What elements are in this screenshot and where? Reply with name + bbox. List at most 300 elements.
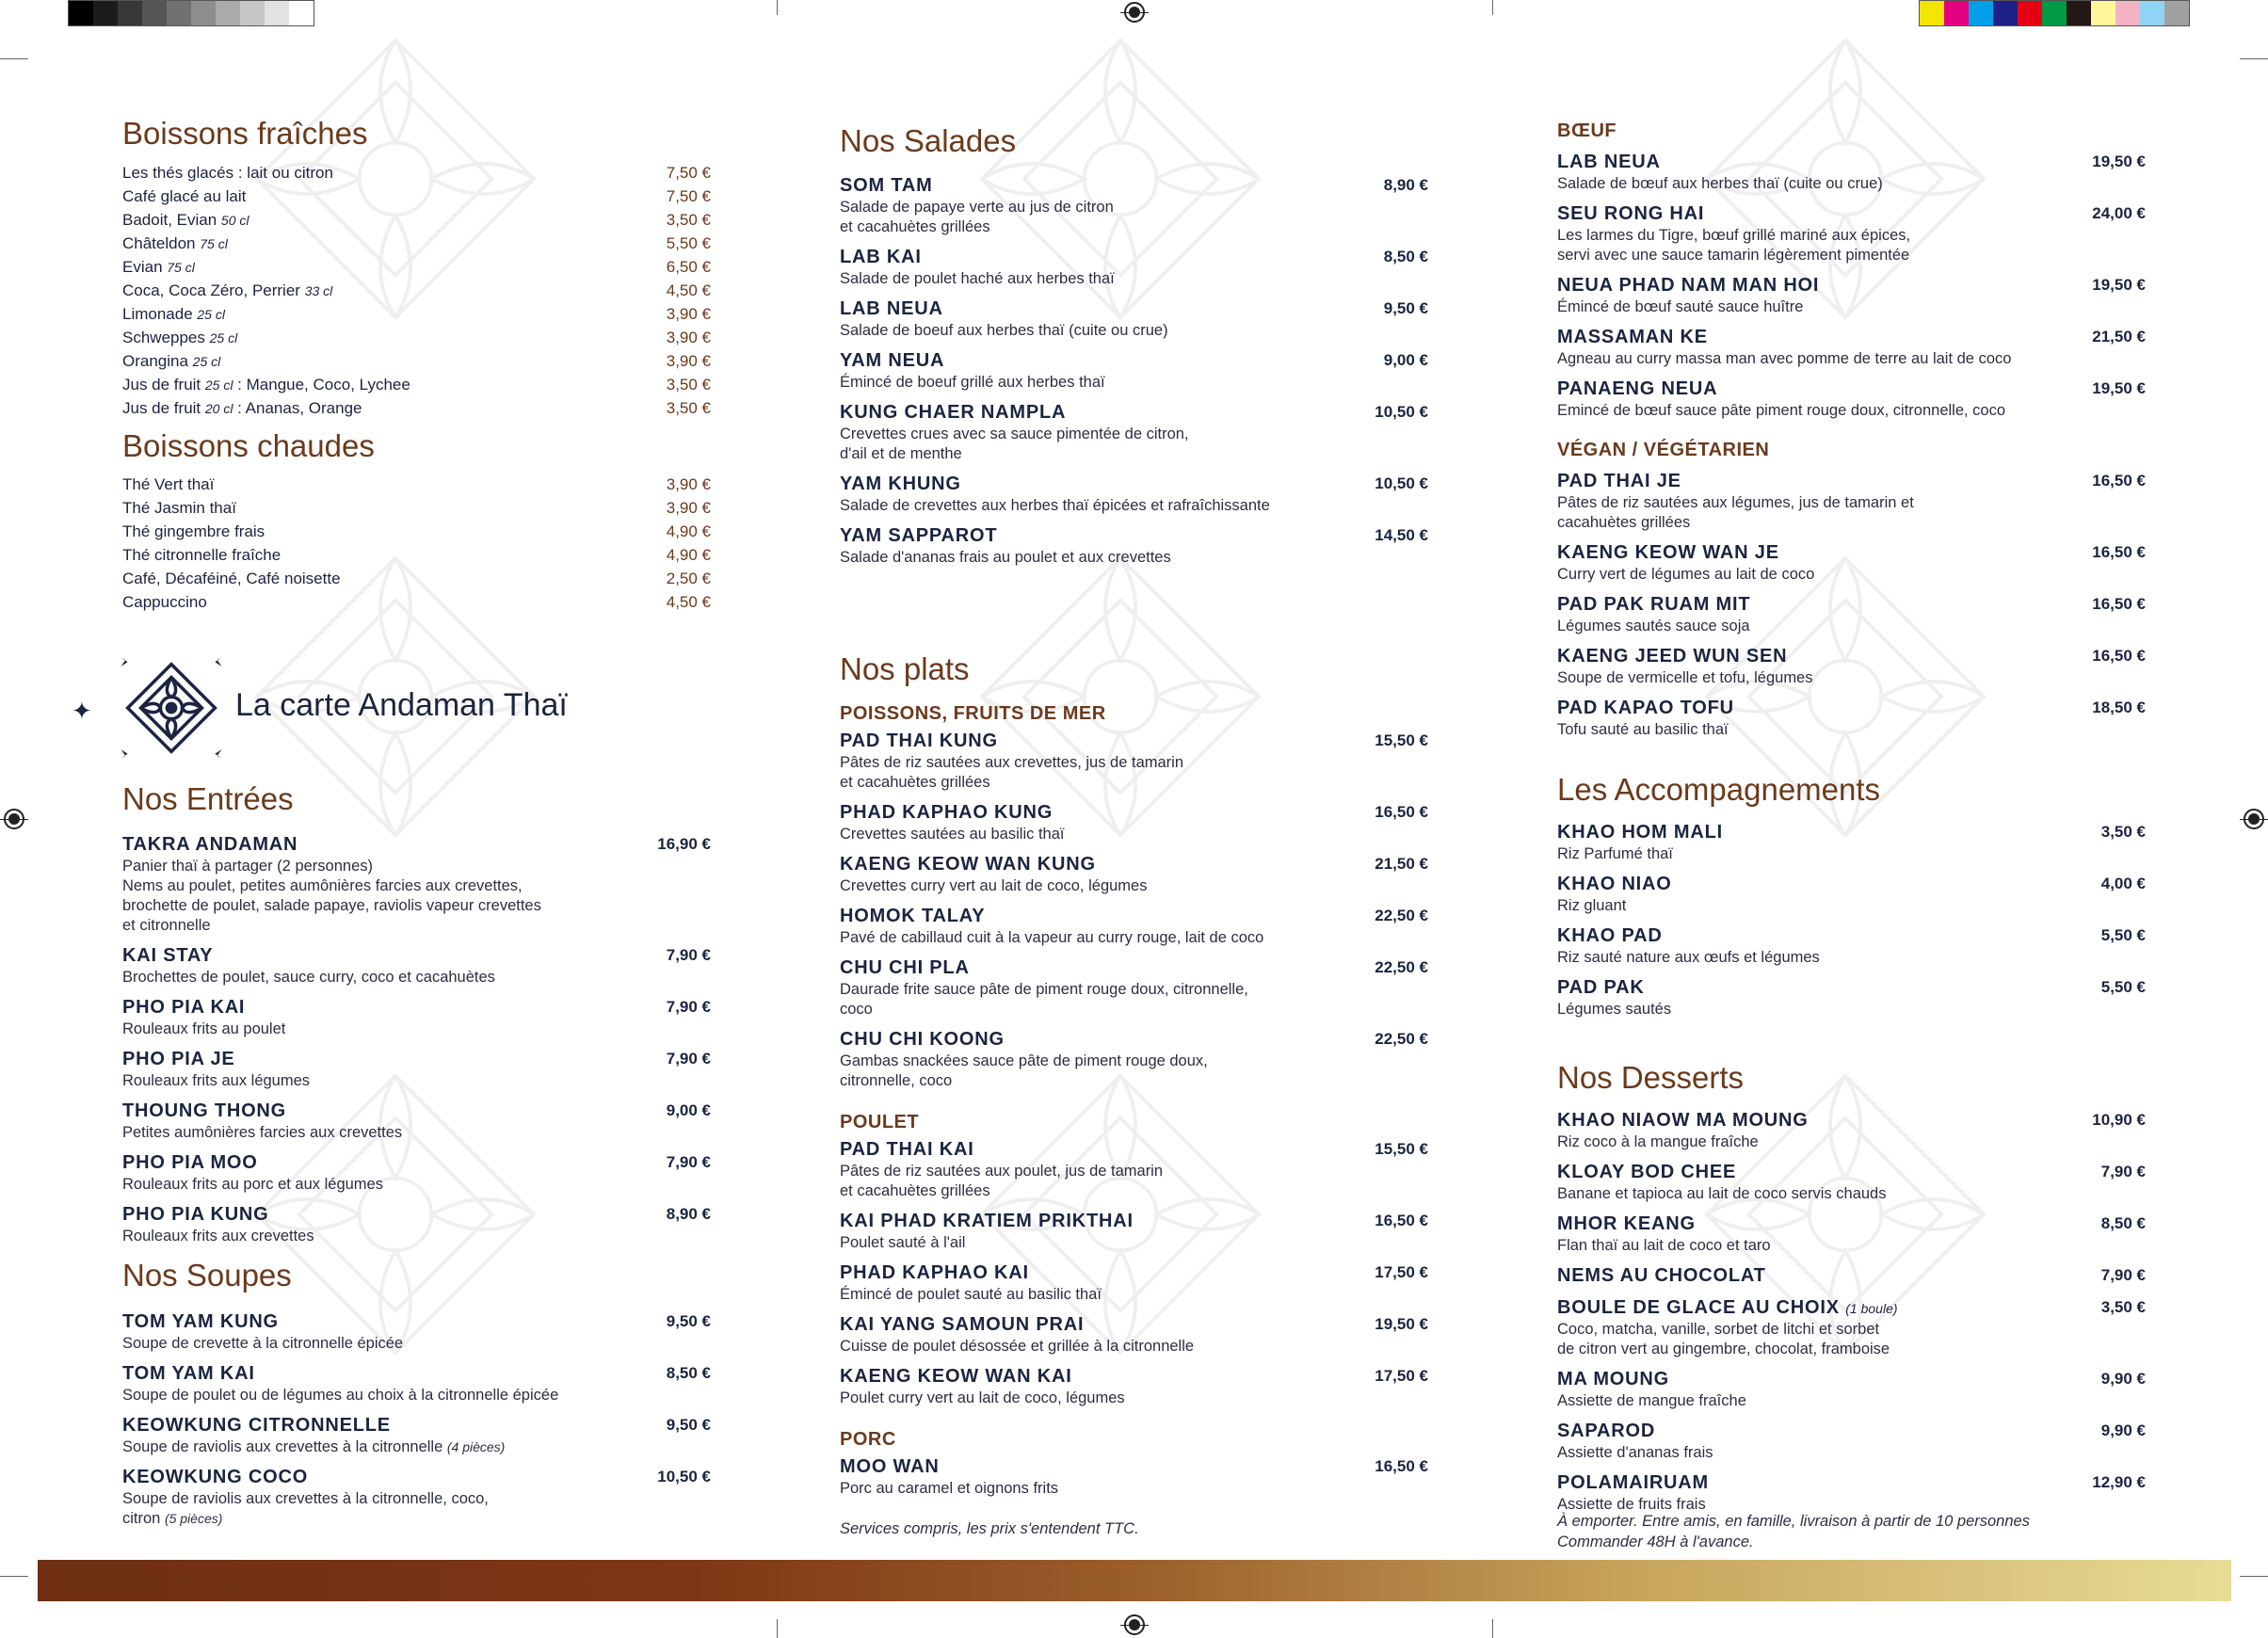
menu-item [122,1466,711,1529]
drink-item [122,255,711,279]
drink-volume: 20 cl [204,400,233,416]
dish-description [122,1334,626,1354]
dish-name [840,401,1343,425]
chicken-list [840,1138,1428,1417]
crop-mark [0,58,28,59]
dish-price: 7,90 € [2100,1266,2146,1284]
menu-item [122,1414,711,1457]
drink-label: Thé citronnelle fraîche [122,545,281,564]
drink-name [122,593,207,612]
vegan-list [1557,470,2146,748]
dish-name [840,297,1343,321]
menu-item [840,1028,1428,1091]
thai-ornament-logo-icon [117,653,226,763]
dish-description [122,1020,626,1039]
soups-list [122,1310,711,1537]
menu-item [840,524,1428,568]
dish-description-text: Salade de crevettes aux herbes thaï épicées et rafraîchissante [840,497,1270,514]
drink-flavors: : Mangue, Coco, Lychee [233,375,410,393]
desserts-list [1557,1109,2146,1523]
drink-price: 2,50 € [666,569,711,587]
dish-name [122,1362,626,1386]
drink-name [122,164,333,183]
drink-price: 3,90 € [666,351,711,370]
dish-description [1557,174,2061,194]
dish-description-text: Salade de poulet haché aux herbes thaï [840,270,1115,287]
drink-item [122,208,711,232]
dish-price: 8,50 € [666,1364,711,1382]
dish-price: 21,50 € [2092,328,2146,345]
dish-price: 9,00 € [1383,351,1428,369]
dish-name-text: PHO PIA KAI [122,997,246,1018]
dish-description-text: Pâtes de riz sautées aux crevettes, jus de tamarin et cacahuètes grillées [840,754,1184,791]
drink-label: Jus de fruit [122,398,205,417]
dish-description-text: Assiette de fruits frais [1557,1496,1706,1513]
drink-name [122,546,281,565]
drink-item [122,373,711,396]
drink-price: 3,50 € [666,398,711,417]
drink-price: 5,50 € [666,233,711,252]
dish-name [1557,873,2061,896]
dish-price: 24,00 € [2092,204,2146,222]
dish-description [122,968,626,988]
dish-description-text: Poulet sauté à l'ail [840,1234,966,1251]
dish-description-text: Salade d'ananas frais au poulet et aux crevettes [840,549,1171,566]
drink-price: 3,90 € [666,328,711,346]
dish-name-text: PHAD KAPHAO KAI [840,1262,1029,1283]
dish-name-text: SOM TAM [840,175,933,196]
drink-name [122,211,249,230]
dish-name-note: (1 boule) [1845,1301,1898,1316]
dish-name [1557,821,2061,844]
drink-item [122,396,711,420]
drink-item [122,590,711,614]
dish-description [840,1052,1343,1091]
menu-item [1557,1296,2146,1359]
service-note: Services compris, les prix s'entendent TTC. [840,1520,1139,1537]
dish-name-text: YAM SAPPAROT [840,525,998,546]
menu-item [1557,821,2146,864]
dish-description [840,373,1343,393]
dish-description-text: Assiette d'ananas frais [1557,1444,1713,1461]
dish-name [840,1313,1343,1337]
dish-description [840,198,1343,237]
menu-item [840,174,1428,237]
dish-name-text: BOULE DE GLACE AU CHOIX [1557,1297,1846,1318]
menu-item [840,1261,1428,1305]
crop-mark [1492,0,1493,15]
drink-price: 4,50 € [666,281,711,299]
dish-description [840,980,1343,1020]
dish-price: 5,50 € [2100,926,2146,944]
registration-mark-bottom [1124,1614,1145,1635]
dish-description-text: Curry vert de légumes au lait de coco [1557,566,1815,583]
dish-price: 10,50 € [657,1468,711,1485]
dish-description-text: Émincé de bœuf sauté sauce huître [1557,298,1804,315]
dish-price: 5,50 € [2100,978,2146,996]
dish-price: 16,50 € [2092,472,2146,490]
dish-price: 10,90 € [2092,1111,2146,1129]
crop-mark [2240,1576,2268,1577]
dish-name-text: TOM YAM KAI [122,1363,255,1384]
dish-description-text: Rouleaux frits au porc et aux légumes [122,1176,383,1193]
dish-description-text: Rouleaux frits aux crevettes [122,1228,314,1245]
dish-description-text: Banane et tapioca au lait de coco servis chauds [1557,1185,1887,1202]
dish-description [840,269,1343,289]
dish-name-text: MHOR KEANG [1557,1213,1696,1234]
drink-name [122,281,332,300]
dish-name [1557,697,2061,720]
dish-name [840,1138,1343,1162]
dish-name [840,956,1343,980]
menu-item [1557,1471,2146,1515]
dish-name [840,349,1343,373]
menu-item [1557,541,2146,585]
dish-name [122,944,626,968]
menu-item [1557,151,2146,194]
dish-description [122,1386,626,1405]
mains-title: Nos plats [840,651,970,686]
dish-description [1557,948,2061,968]
dish-price: 16,50 € [1375,1212,1428,1229]
dish-name [1557,1264,2061,1288]
menu-item [1557,326,2146,369]
dish-description-text: Poulet curry vert au lait de coco, légumes [840,1389,1125,1406]
takeaway-note: À emporter. Entre amis, en famille, livraison à partir de 10 personnes Commander 48H à l'avance. [1557,1513,2030,1550]
soups-title: Nos Soupes [122,1258,292,1293]
drink-price: 6,50 € [666,257,711,276]
menu-item [1557,1420,2146,1463]
menu-item [840,956,1428,1020]
hot-drinks-list [122,473,711,614]
dish-description [1557,844,2061,864]
dish-name [840,905,1343,928]
drink-label: Limonade [122,304,198,323]
dish-description [122,1175,626,1195]
dish-name-text: KAENG KEOW WAN KAI [840,1366,1072,1387]
dish-price: 8,50 € [1383,248,1428,265]
dish-description-text: Tofu sauté au basilic thaï [1557,721,1729,738]
dish-name-text: YAM KHUNG [840,474,961,494]
drink-name [122,258,195,277]
dish-name [1557,1161,2061,1184]
dish-name-text: PHO PIA JE [122,1049,235,1069]
crop-mark [1492,1619,1493,1638]
drink-volume: 75 cl [167,259,195,275]
drink-flavors: : Ananas, Orange [233,398,362,417]
menu-item [1557,976,2146,1020]
dish-name-text: KHAO PAD [1557,925,1663,946]
dish-description [1557,896,2061,916]
drink-name [122,399,362,418]
dish-description-text: Cuisse de poulet désossée et grillée à la citronnelle [840,1338,1195,1355]
menu-item [1557,202,2146,265]
dish-description-text: Riz gluant [1557,897,1627,914]
dish-description-text: Pâtes de riz sautées aux poulet, jus de tamarin et cacahuètes grillées [840,1163,1164,1199]
menu-item [840,246,1428,289]
dish-price: 15,50 € [1375,1140,1428,1158]
dish-description [840,1233,1343,1253]
dish-name-text: MOO WAN [840,1456,940,1477]
dish-description [840,496,1343,516]
drink-name [122,376,410,394]
dish-description-text: Agneau au curry massa man avec pomme de terre au lait de coco [1557,350,2012,367]
drink-name [122,234,228,253]
dish-price: 9,50 € [666,1416,711,1434]
dish-name [1557,1296,2061,1320]
drink-item [122,473,711,496]
dish-name [122,1100,626,1123]
drink-label: Cappuccino [122,592,207,611]
crop-mark [0,1576,28,1577]
dish-description-text: Riz Parfumé thaï [1557,845,1673,862]
drink-item [122,326,711,349]
dish-price: 16,50 € [2092,595,2146,613]
drink-price: 4,50 € [666,592,711,611]
dish-description [1557,493,2061,533]
dish-price: 16,90 € [657,835,711,853]
menu-item [1557,377,2146,421]
menu-item [122,1048,711,1091]
drink-name [122,305,225,324]
dish-description [840,928,1343,948]
drink-name [122,329,237,347]
drink-volume: 33 cl [304,282,333,298]
dish-name [840,730,1343,753]
dish-name [840,473,1343,496]
dish-price: 9,90 € [2100,1421,2146,1439]
starters-list [122,833,711,1255]
dish-price: 3,50 € [2100,1298,2146,1316]
dish-name-text: PAD KAPAO TOFU [1557,698,1734,718]
pork-list [840,1455,1428,1507]
menu-item [1557,645,2146,688]
dish-price: 7,90 € [666,1153,711,1171]
dish-price: 22,50 € [1375,958,1428,976]
drink-name [122,352,220,371]
dish-name-text: KLOAY BOD CHEE [1557,1162,1737,1182]
fish-list [840,730,1428,1100]
drink-label: Schweppes [122,328,210,346]
registration-mark-left [4,809,24,829]
dish-description [840,425,1343,464]
drink-label: Badoit, Evian [122,210,221,229]
dish-price: 7,90 € [666,1050,711,1068]
drink-label: Evian [122,257,168,276]
salads-title: Nos Salades [840,123,1017,158]
salads-list [840,174,1428,576]
dish-name [1557,1109,2061,1132]
crop-mark [777,0,778,15]
dish-name-text: KAENG KEOW WAN KUNG [840,854,1096,875]
brand-block [72,653,655,766]
dish-name [1557,377,2061,401]
drink-name [122,187,246,206]
drink-price: 3,50 € [666,375,711,393]
dish-name-text: YAM NEUA [840,350,945,371]
dish-name [122,1466,626,1489]
drink-name [122,522,265,541]
dish-name [840,1365,1343,1389]
drink-label: Coca, Coca Zéro, Perrier [122,281,305,299]
dish-price: 10,50 € [1375,403,1428,421]
dish-price: 8,90 € [1383,176,1428,194]
menu-column-middle [840,0,1428,1558]
crop-mark [2240,58,2268,59]
registration-mark-right [2244,809,2264,829]
dish-description-text: Soupe de poulet ou de légumes au choix à la citronnelle épicée [122,1387,559,1404]
dish-description [1557,349,2061,369]
dish-description-text: Riz sauté nature aux œufs et légumes [1557,949,1820,966]
drink-price: 3,90 € [666,498,711,517]
dish-name-text: PAD THAI KUNG [840,731,998,751]
drink-volume: 25 cl [209,329,238,345]
menu-item [840,853,1428,896]
dish-name [122,1414,626,1437]
dish-name-text: KAENG KEOW WAN JE [1557,542,1779,563]
dish-name-text: KHAO NIAOW MA MOUNG [1557,1110,1809,1131]
dish-name-text: PAD THAI JE [1557,471,1681,491]
dish-name-text: SEU RONG HAI [1557,203,1705,224]
dish-description-text: Soupe de raviolis aux crevettes à la citronnelle [122,1438,447,1455]
dish-name-text: NEMS AU CHOCOLAT [1557,1265,1766,1286]
menu-item [840,1210,1428,1253]
dish-name-text: KUNG CHAER NAMPLA [840,402,1067,423]
dish-name-text: KAENG JEED WUN SEN [1557,646,1788,666]
dish-name [1557,1471,2061,1495]
menu-item [1557,1109,2146,1152]
menu-item [1557,1212,2146,1256]
drink-item [122,302,711,326]
footer-gradient-band [38,1560,2231,1601]
brand-name: La carte Andaman Thaï [235,687,568,723]
drink-label: Jus de fruit [122,375,205,393]
menu-item [1557,1161,2146,1204]
menu-item [1557,593,2146,636]
dish-name-text: PHO PIA MOO [122,1152,258,1173]
dish-name-text: PANAENG NEUA [1557,378,1718,399]
dish-name-text: KAI PHAD KRATIEM PRIKTHAI [840,1211,1134,1231]
menu-item [122,996,711,1039]
drink-price: 3,50 € [666,210,711,229]
dish-description-text: Petites aumônières farcies aux crevettes [122,1124,403,1141]
drink-label: Orangina [122,351,193,370]
dish-description [840,1337,1343,1357]
menu-item [840,473,1428,516]
dish-name [1557,202,2061,226]
dish-description [1557,1391,2061,1411]
dish-name-text: KAI YANG SAMOUN PRAI [840,1314,1085,1335]
dish-description [1557,617,2061,636]
dish-description-text: Salade de papaye verte au jus de citron et cacahuètes grillées [840,199,1114,235]
drink-volume: 25 cl [192,353,221,369]
dish-name-text: KHAO HOM MALI [1557,822,1723,843]
drink-label: Café, Décaféiné, Café noisette [122,569,341,587]
dish-description-text: Émincé de poulet sauté au basilic thaï [840,1286,1102,1303]
menu-item [1557,697,2146,740]
dish-price: 17,50 € [1375,1263,1428,1281]
dish-name [1557,1420,2061,1443]
dish-description [1557,1184,2061,1204]
dish-description [840,876,1343,896]
dish-price: 7,90 € [666,998,711,1016]
dish-name [1557,326,2061,349]
dish-price: 19,50 € [2092,153,2146,170]
dish-name [122,833,626,857]
dish-price: 19,50 € [2092,379,2146,397]
drink-label: Thé gingembre frais [122,522,265,540]
menu-item [1557,1264,2146,1288]
dish-name-text: THOUNG THONG [122,1100,287,1121]
drink-volume: 25 cl [197,306,225,322]
drink-name [122,570,341,588]
dish-description [840,753,1343,793]
pork-subtitle: PORC [840,1429,896,1450]
dish-name [1557,151,2061,174]
dish-price: 8,90 € [666,1205,711,1223]
menu-item [840,1313,1428,1357]
dish-price: 19,50 € [2092,276,2146,294]
dish-description-text: Panier thaï à partager (2 personnes) Nems au poulet, petites aumônières farcies aux crevettes, brochette de poulet, salade papaye, raviolis vapeur crevettes et citronnelle [122,858,541,934]
dish-description-text: Emincé de bœuf sauce pâte piment rouge doux, citronnelle, coco [1557,402,2006,419]
dish-description [840,1285,1343,1305]
beef-list [1557,151,2146,429]
menu-item [840,801,1428,844]
dish-name-text: MA MOUNG [1557,1369,1669,1389]
dish-name-text: CHU CHI PLA [840,957,970,978]
dish-description [840,1389,1343,1408]
drink-item [122,161,711,185]
dish-name-text: SAPAROD [1557,1421,1656,1441]
dish-name-text: NEUA PHAD NAM MAN HOI [1557,275,1820,296]
dish-name-text: KHAO NIAO [1557,874,1672,894]
dish-description [1557,1132,2061,1152]
crop-mark [777,1619,778,1638]
dish-description-note: (5 pièces) [164,1511,223,1526]
dish-name [122,1203,626,1227]
dish-price: 10,50 € [1375,474,1428,492]
starters-title: Nos Entrées [122,781,294,816]
dish-name [1557,924,2061,948]
drink-item [122,520,711,543]
dish-description [1557,565,2061,585]
dish-description-text: Rouleaux frits aux légumes [122,1072,311,1089]
dish-description [1557,720,2061,740]
drink-label: Thé Jasmin thaï [122,498,236,517]
dish-price: 17,50 € [1375,1367,1428,1385]
dish-description [1557,1320,2061,1359]
dish-name [840,524,1343,548]
dish-name [840,1028,1343,1052]
dish-description-text: Légumes sautés sauce soja [1557,618,1750,634]
dish-name-text: KEOWKUNG CITRONNELLE [122,1415,391,1436]
menu-item [1557,1368,2146,1411]
menu-item [122,1362,711,1405]
dish-description-text: Coco, matcha, vanille, sorbet de litchi et sorbet de citron vert au gingembre, chocolat, framboise [1557,1321,1890,1357]
dish-description-text: Daurade frite sauce pâte de piment rouge doux, citronnelle, coco [840,981,1248,1018]
menu-item [1557,873,2146,916]
dish-description-text: Soupe de vermicelle et tofu, légumes [1557,669,1813,686]
dish-description [1557,1000,2061,1020]
dish-name [840,246,1343,269]
dish-description-text: Pavé de cabillaud cuit à la vapeur au curry rouge, lait de coco [840,929,1264,946]
dish-price: 7,90 € [666,946,711,964]
drink-name [122,475,214,494]
dish-description-text: Crevettes sautées au basilic thaï [840,826,1065,843]
drink-price: 3,90 € [666,304,711,323]
dish-description-text: Soupe de crevette à la citronnelle épicée [122,1335,404,1352]
dish-name-text: CHU CHI KOONG [840,1029,1005,1050]
